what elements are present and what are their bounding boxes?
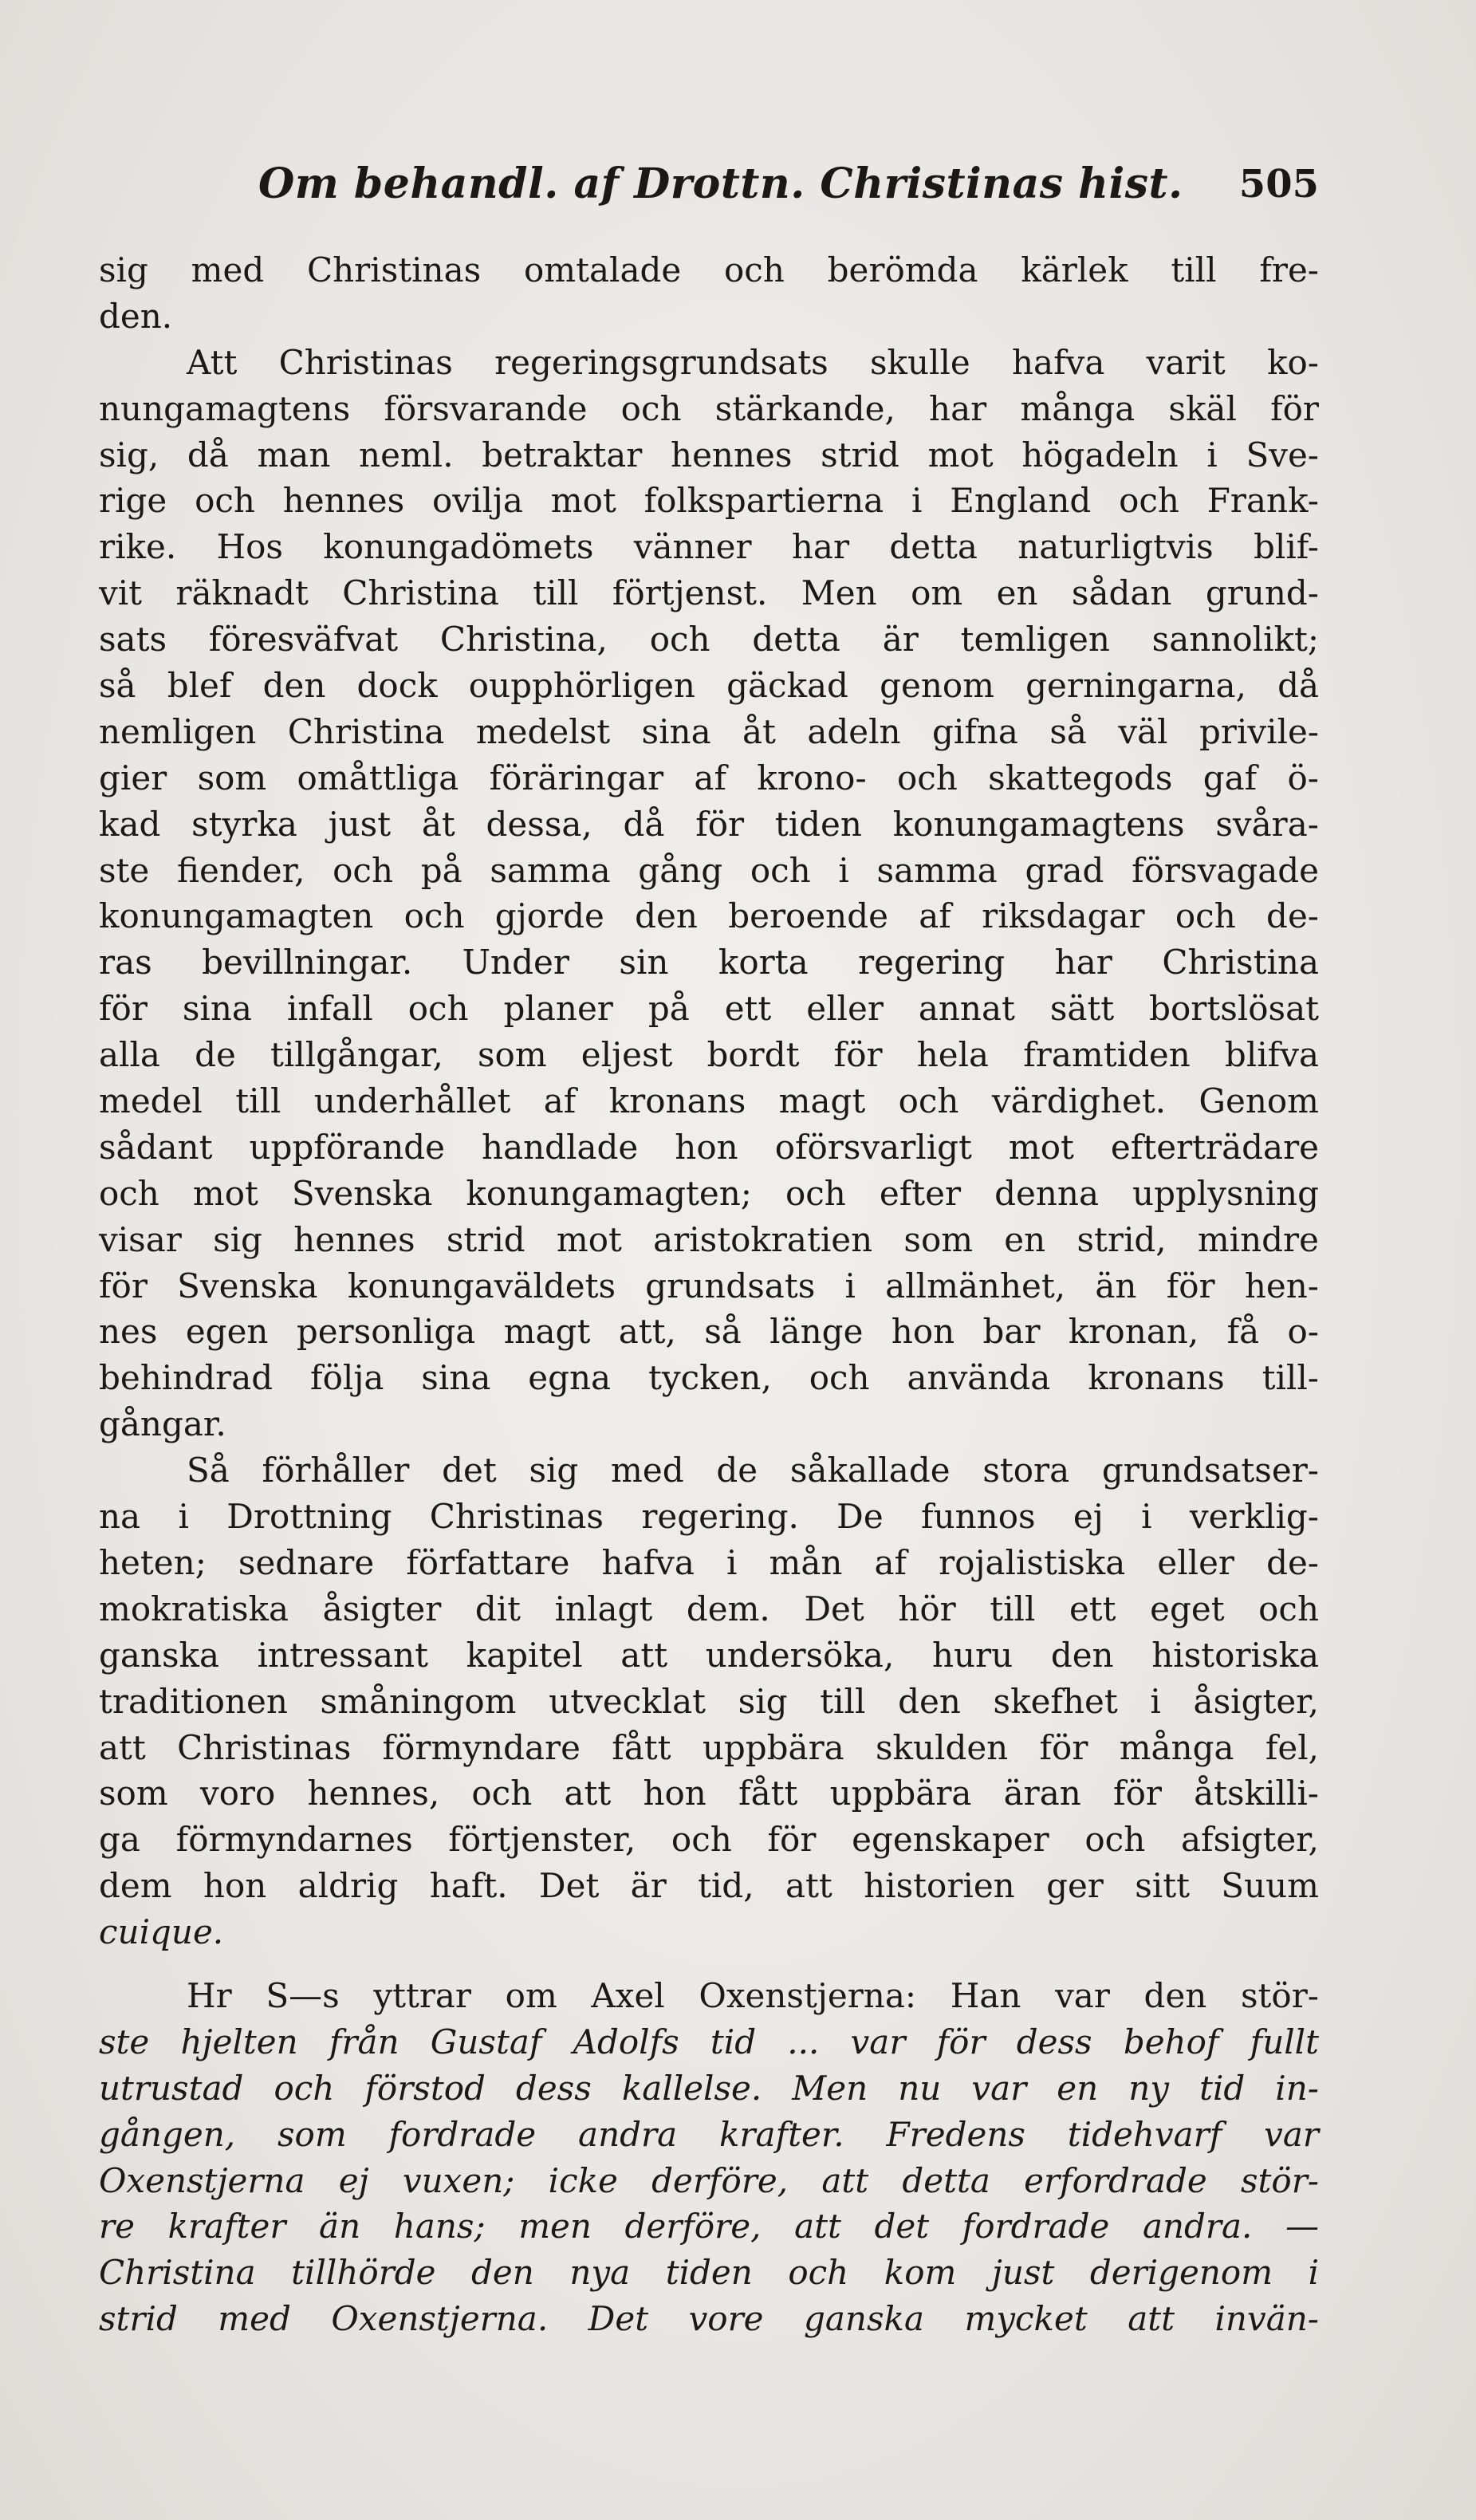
running-title: Om behandl. af Drottn. Christinas hist. — [258, 159, 1183, 208]
text-line: rike. Hos konungadömets vänner har detta naturligtvis blif- — [99, 527, 1319, 567]
text-line: Christina tillhörde den nya tiden och kom just derigenom i — [99, 2253, 1319, 2293]
text-line: cuique. — [99, 1912, 224, 1952]
text-line: na i Drottning Christinas regering. De funnos ej i verklig- — [99, 1497, 1319, 1537]
text-line: visar sig hennes strid mot aristokratien som en strid, mindre — [99, 1219, 1319, 1259]
text-line: ras bevillningar. Under sin korta regering har Christina — [99, 943, 1319, 982]
text-line: den. — [99, 296, 173, 336]
text-line: ga förmyndarnes förtjenster, och för egenskaper och afsigter, — [99, 1820, 1319, 1860]
text-line: nungamagtens försvarande och stärkande, har många skäl för — [99, 388, 1319, 428]
text-line: Att Christinas regeringsgrundsats skulle hafva varit ko- — [187, 342, 1319, 382]
text-line: gången, som fordrade andra krafter. Fredens tidehvarf var — [99, 2114, 1319, 2154]
text-line: utrustad och förstod dess kallelse. Men nu var en ny tid in- — [99, 2068, 1319, 2108]
text-line: dem hon aldrig haft. Det är tid, att historien ger sitt Suum — [99, 1866, 1319, 1906]
text-line: heten; sednare författare hafva i mån af rojalistiska eller de- — [99, 1542, 1319, 1582]
text-line: sådant uppförande handlade hon oförsvarligt mot efterträdare — [99, 1127, 1319, 1167]
text-line: och mot Svenska konungamagten; och efter denna upplysning — [99, 1173, 1319, 1213]
text-line: behindrad följa sina egna tycken, och använda kronans till- — [99, 1358, 1319, 1398]
text-line: Så förhåller det sig med de såkallade stora grundsatser- — [187, 1451, 1319, 1490]
page-header — [99, 156, 1319, 220]
text-line: alla de tillgångar, som eljest bordt för hela framtiden blifva — [99, 1035, 1319, 1075]
text-line: ste hjelten från Gustaf Adolfs tid ... var för dess behof fullt — [99, 2022, 1319, 2061]
text-line: gångar. — [99, 1404, 226, 1444]
text-line: nemligen Christina medelst sina åt adeln gifna så väl privile- — [99, 711, 1319, 751]
text-line: för sina infall och planer på ett eller annat sätt bortslösat — [99, 989, 1319, 1029]
text-line: för Svenska konungaväldets grundsats i allmänhet, än för hen- — [99, 1266, 1319, 1305]
text-line: ganska intressant kapitel att undersöka, huru den historiska — [99, 1635, 1319, 1675]
text-line: mokratiska åsigter dit inlagt dem. Det hör till ett eget och — [99, 1589, 1319, 1628]
text-line: Hr S—s yttrar om Axel Oxenstjerna: Han var den stör- — [187, 1975, 1319, 2015]
text-line: sats föresväfvat Christina, och detta är temligen sannolikt; — [99, 620, 1319, 660]
text-line: sig med Christinas omtalade och berömda kärlek till fre- — [99, 250, 1319, 289]
text-line: som voro hennes, och att hon fått uppbära äran för åtskilli- — [99, 1774, 1319, 1813]
text-line: gier som omåttliga föräringar af krono- och skattegods gaf ö- — [99, 758, 1319, 797]
text-line: medel till underhållet af kronans magt och värdighet. Genom — [99, 1081, 1319, 1121]
text-line: Oxenstjerna ej vuxen; icke derföre, att detta erfordrade stör- — [99, 2160, 1319, 2200]
text-line: sig, då man neml. betraktar hennes strid mot högadeln i Sve- — [99, 435, 1319, 474]
text-line: så blef den dock oupphörligen gäckad genom gerningarna, då — [99, 666, 1319, 706]
page-number: 505 — [1238, 162, 1319, 207]
text-line: nes egen personliga magt att, så länge hon bar kronan, få o- — [99, 1312, 1319, 1352]
text-line: att Christinas förmyndare fått uppbära skulden för många fel, — [99, 1727, 1319, 1767]
body-text — [99, 247, 1319, 2342]
text-line: kad styrka just åt dessa, då för tiden konungamagtens svåra- — [99, 804, 1319, 844]
text-line: re krafter än hans; men derföre, att det fordrade andra. — — [99, 2207, 1319, 2246]
text-line: vit räknadt Christina till förtjenst. Men om en sådan grund- — [99, 573, 1319, 613]
text-line: ste fiender, och på samma gång och i samma grad försvagade — [99, 850, 1319, 890]
text-line: rige och hennes ovilja mot folkspartierna i England och Frank- — [99, 481, 1319, 521]
text-line: konungamagten och gjorde den beroende af riksdagar och de- — [99, 896, 1319, 936]
text-line: traditionen småningom utvecklat sig till den skefhet i åsigter, — [99, 1681, 1319, 1721]
text-line: strid med Oxenstjerna. Det vore ganska mycket att invän- — [99, 2299, 1319, 2339]
